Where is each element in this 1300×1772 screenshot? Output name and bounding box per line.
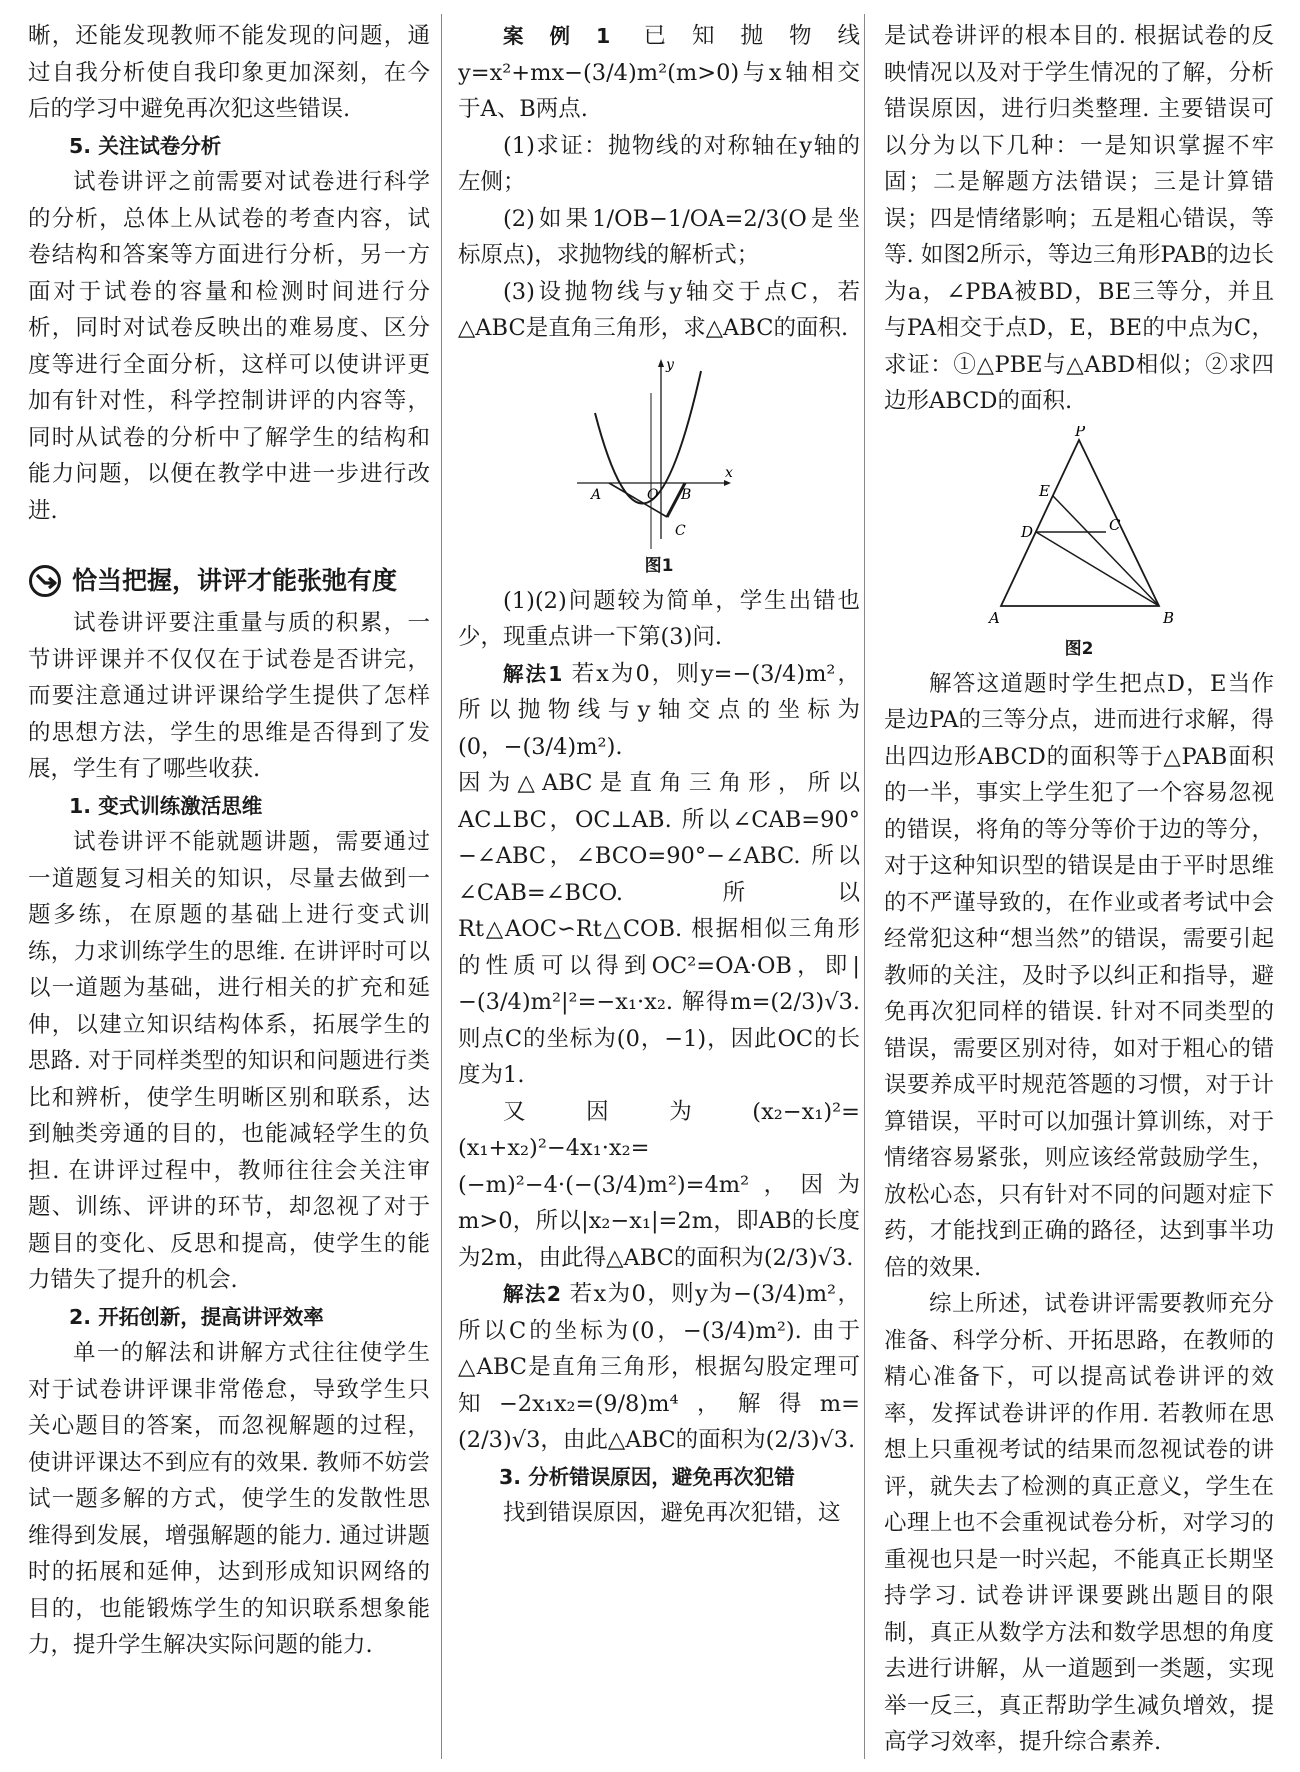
solution-1: 解法1 若x为0，则y=−(3/4)m²，所以抛物线与y轴交点的坐标为(0，−(3/4)m²). <box>458 660 860 760</box>
paragraph: 晰，还能发现教师不能发现的问题，通过自我分析使自我印象更加深刻，在今后的学习中避免再次犯这些错误. <box>28 23 430 122</box>
label-b: B <box>681 486 692 503</box>
subheading: 3. 分析错误原因，避免再次犯错 <box>499 1464 795 1489</box>
triangle-diagram <box>979 426 1179 636</box>
paragraph: 试卷讲评要注重量与质的积累，一节讲评课并不仅仅在于试卷是否讲完，而要注意通过讲评课给学生提供了怎样的思想方法，学生的思维是否得到了发展，学生有了哪些收获. <box>28 610 430 782</box>
label-d: D <box>1021 522 1034 541</box>
question-3: (3)设抛物线与y轴交于点C，若△ABC是直角三角形，求△ABC的面积. <box>458 278 860 341</box>
label-b: B <box>1163 608 1175 627</box>
label-x: x <box>725 464 733 481</box>
label-y: y <box>666 356 674 373</box>
label-c: C <box>675 522 686 539</box>
paragraph: 解答这道题时学生把点D，E当作是边PA的三等分点，进而进行求解，得出四边形ABCD的面积等于△PAB面积的一半，事实上学生犯了一个容易忽视的错误，将角的等分等价于边的等分，对于这种知识型的错误是由于平时思维的不严谨导致的，在作业或者考试中会经常犯这种“想当然”的错误，需要引起教师的关注，及时予以纠正和指导，避免再次犯同样的错误. 针对不同类型的错误，需要区别对待，如对于粗心的错误要养成平时规范答题的习惯，对于计算错误，平时可以加强计算训练，对于情绪容易紧张，则应该经常鼓励学生，放松心态，只有针对不同的问题对症下药，才能找到正确的路径，达到事半功倍的效果. <box>884 670 1274 1281</box>
case-statement: 案例1 已知抛物线y=x²+mx−(3/4)m²(m>0)与x轴相交于A、B两点. <box>458 23 860 122</box>
figure-caption: 图1 <box>644 555 674 576</box>
solution-2: 解法2 若x为0，则y为−(3/4)m²，所以C的坐标为(0，−(3/4)m²). 由于△ABC是直角三角形，根据勾股定理可知−2x₁x₂=(9/8)m⁴，解得m=(2/3)√3，由此△ABC的面积为(2/3)√3. <box>458 1281 860 1453</box>
paragraph: 综上所述，试卷讲评需要教师充分准备、科学分析、开拓思路，在教师的精心准备下，可以提高试卷讲评的效率，发挥试卷讲评的作用. 若教师在思想上只重视考试的结果而忽视试卷的讲评，就失去了检测的真正意义，学生在心理上也不会重视试卷分析，对学习的重视也只是一时兴起，不能真正长期坚持学习. 试卷讲评课要跳出题目的限制，真正从数学方法和数学思想的角度去进行讲解，从一道题到一类题，实现举一反三，真正帮助学生减负增效，提高学习效率，提升综合素养. <box>884 1291 1274 1755</box>
solution-label: 解法1 <box>503 661 563 686</box>
column-left <box>28 18 430 1664</box>
label-a: A <box>591 486 602 503</box>
label-a: A <box>989 608 1000 627</box>
column-divider <box>441 14 442 1759</box>
subheading: 2. 开拓创新，提高讲评效率 <box>69 1304 324 1329</box>
section-arrow-icon <box>28 564 62 598</box>
column-right <box>884 18 1274 1761</box>
subheading: 1. 变式训练激活思维 <box>69 793 263 818</box>
solution-1-body: 因为△ABC是直角三角形，所以AC⊥BC，OC⊥AB. 所以∠CAB=90°−∠ABC，∠BCO=90°−∠ABC. 所以∠CAB=∠BCO. 所以Rt△AOC∽Rt△COB. 根据相似三角形的性质可以得到OC²=OA·OB，即|−(3/4)m²|²=−x₁·x₂. 解得m=(2/3)√3. 则点C的坐标为(0，−1)，因此OC的长度为1. <box>458 770 860 1088</box>
label-c: C <box>1109 515 1121 534</box>
question-1: (1)求证：抛物线的对称轴在y轴的左侧； <box>458 132 860 195</box>
solution-label: 解法2 <box>503 1282 562 1306</box>
figure-1 <box>458 353 860 579</box>
column-middle <box>458 18 860 1532</box>
section-heading <box>28 561 430 601</box>
label-p: P <box>1075 425 1086 440</box>
paragraph: 是试卷讲评的根本目的. 根据试卷的反映情况以及对于学生情况的了解，分析错误原因，进行归类整理. 主要错误可以分为以下几种：一是知识掌握不牢固；二是解题方法错误；三是计算错误；四是情绪影响；五是粗心错误，等等. 如图2所示，等边三角形PAB的边长为a，∠PBA被BD，BE三等分，并且与PA相交于点D，E，BE的中点为C，求证：①△PBE与△ABD相似；②求四边形ABCD的面积. <box>884 23 1274 414</box>
case-label: 案例1 <box>503 24 611 48</box>
paragraph: 找到错误原因，避免再次犯错，这 <box>503 1500 841 1526</box>
label-e: E <box>1039 481 1050 500</box>
paragraph: (1)(2)问题较为简单，学生出错也少，现重点讲一下第(3)问. <box>458 587 860 650</box>
paragraph: 试卷讲评之前需要对试卷进行科学的分析，总体上从试卷的考查内容，试卷结构和答案等方面进行分析，另一方面对于试卷的容量和检测时间进行分析，同时对试卷反映出的难易度、区分度等进行全面分析，这样可以使讲评更加有针对性，科学控制讲评的内容等，同时从试卷的分析中了解学生的结构和能力问题，以便在教学中进一步进行改进. <box>28 169 430 524</box>
parabola-diagram <box>569 353 749 553</box>
paragraph: 试卷讲评不能就题讲题，需要通过一道题复习相关的知识，尽量去做到一题多练，在原题的基础上进行变式训练，力求训练学生的思维. 在讲评时可以以一道题为基础，进行相关的扩充和延伸，以建立知识结构体系，拓展学生的思路. 对于同样类型的知识和问题进行类比和辨析，使学生明晰区别和联系，达到触类旁通的目的，也能减轻学生的负担. 在讲评过程中，教师往往会关注审题、训练、评讲的环节，却忽视了对于题目的变化、反思和提高，使学生的能力错失了提升的机会. <box>28 829 430 1293</box>
solution-1-cont: 又因为(x₂−x₁)²=(x₁+x₂)²−4x₁·x₂=(−m)²−4·(−(3/4)m²)=4m²，因为m>0，所以|x₂−x₁|=2m，即AB的长度为2m，由此得△ABC的面积为(2/3)√3. <box>458 1098 860 1271</box>
question-2: (2)如果1/OB−1/OA=2/3(O是坐标原点)，求抛物线的解析式； <box>458 205 860 268</box>
subheading: 5. 关注试卷分析 <box>69 133 222 158</box>
figure-caption: 图2 <box>1064 638 1094 659</box>
column-divider <box>864 14 865 1759</box>
paragraph: 单一的解法和讲解方式往往使学生对于试卷讲评课非常倦怠，导致学生只关心题目的答案，而忽视解题的过程，使讲评课达不到应有的效果. 教师不妨尝试一题多解的方式，使学生的发散性思维得到发展，增强解题的能力. 通过讲题时的拓展和延伸，达到形成知识网络的目的，也能锻炼学生的知识联系想象能力，提升学生解决实际问题的能力. <box>28 1340 430 1658</box>
figure-2 <box>884 426 1274 662</box>
section-title: 恰当把握，讲评才能张弛有度 <box>72 566 398 595</box>
label-o: O <box>647 486 659 503</box>
